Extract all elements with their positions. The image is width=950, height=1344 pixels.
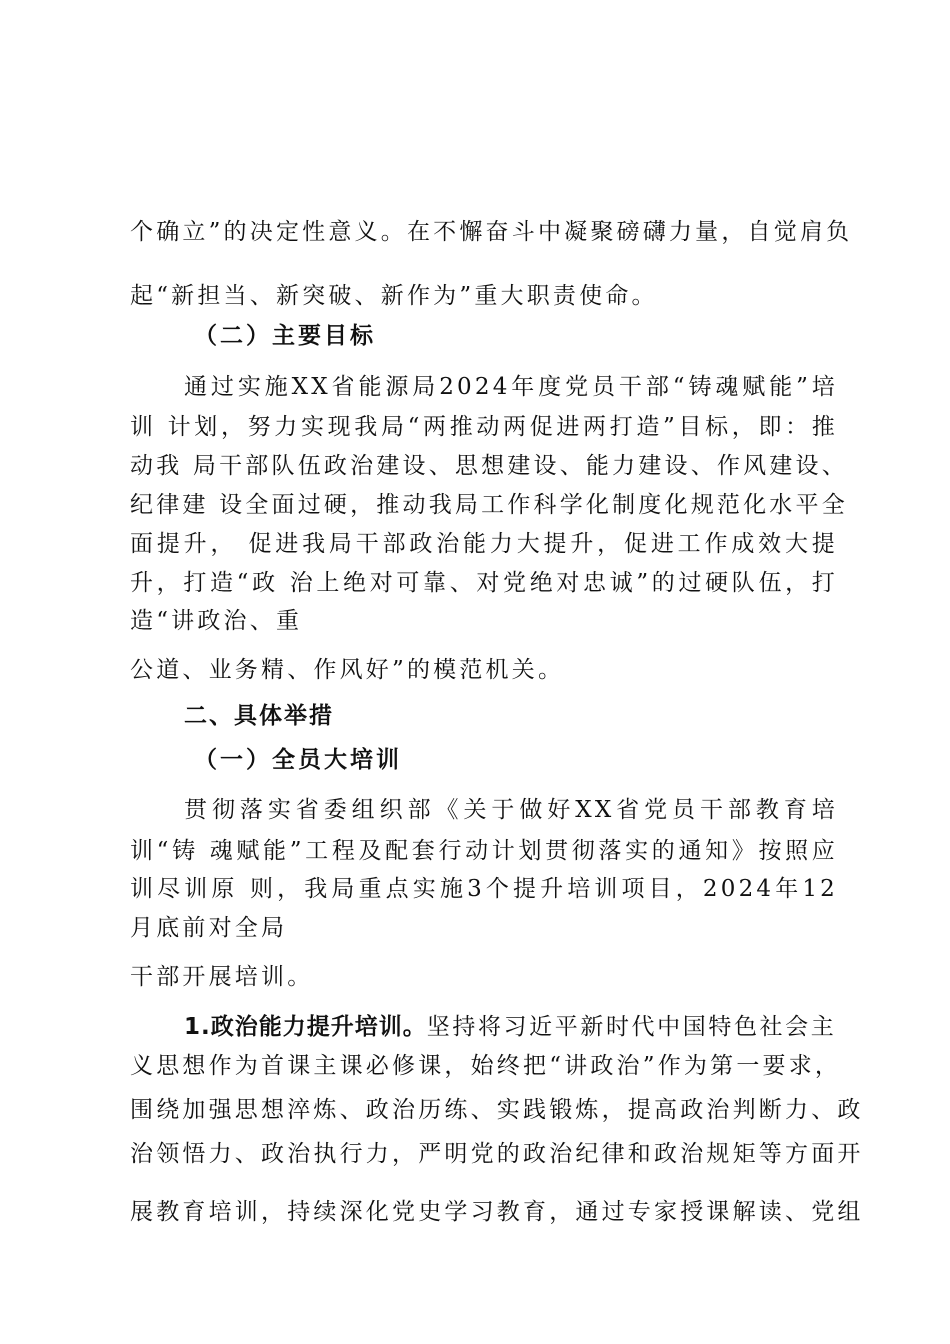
sub-heading-training: （一）全员大培训 — [194, 747, 402, 773]
text-line: 干部开展培训。 — [130, 964, 314, 990]
text-line: 月底前对全局 — [130, 915, 288, 941]
text-line: 训尽训原 则，我局重点实施3个提升培训项目，2024年12 — [130, 876, 838, 902]
section-heading-measures: 二、具体举措 — [184, 703, 334, 729]
text-line: 起“新担当、新突破、新作为”重大职责使命。 — [130, 283, 658, 309]
text-line: 造“讲政治、重 — [130, 608, 303, 634]
text-line: 展教育培训，持续深化党史学习教育，通过专家授课解读、党组 — [130, 1199, 864, 1225]
text-line: 升，打造“政 治上绝对可靠、对党绝对忠诚”的过硬队伍，打 — [130, 570, 838, 596]
text-line: 个确立”的决定性意义。在不懈奋斗中凝聚磅礴力量，自觉肩负 — [130, 219, 853, 245]
sub-heading-main-goals: （二）主要目标 — [194, 323, 376, 349]
item1-title: 1.政治能力提升培训。 — [184, 1014, 427, 1040]
text-line: 围绕加强思想淬炼、政治历练、实践锻炼，提高政治判断力、政 — [130, 1097, 864, 1123]
text-line: 治领悟力、政治执行力，严明党的政治纪律和政治规矩等方面开 — [130, 1141, 864, 1167]
text-line: 纪律建 设全面过硬，推动我局工作科学化制度化规范化水平全 — [130, 492, 848, 518]
item1-first-line — [184, 1012, 838, 1042]
text-line: 义思想作为首课主课必修课，始终把“讲政治”作为第一要求， — [130, 1053, 842, 1079]
text-line: 训 计划，努力实现我局“两推动两促进两打造”目标，即：推 — [130, 414, 838, 440]
text-line: 通过实施XX省能源局2024年度党员干部“铸魂赋能”培 — [184, 374, 838, 400]
text-line: 训“铸 魂赋能”工程及配套行动计划贯彻落实的通知》按照应 — [130, 838, 838, 864]
text-line: 动我 局干部队伍政治建设、思想建设、能力建设、作风建设、 — [130, 453, 848, 479]
text-line: 面提升， 促进我局干部政治能力大提升，促进工作成效大提 — [130, 531, 838, 557]
text-line: 贯彻落实省委组织部《关于做好XX省党员干部教育培 — [184, 797, 838, 823]
item1-text: 坚持将习近平新时代中国特色社会主 — [426, 1014, 837, 1040]
text-line: 公道、业务精、作风好”的模范机关。 — [130, 657, 565, 683]
